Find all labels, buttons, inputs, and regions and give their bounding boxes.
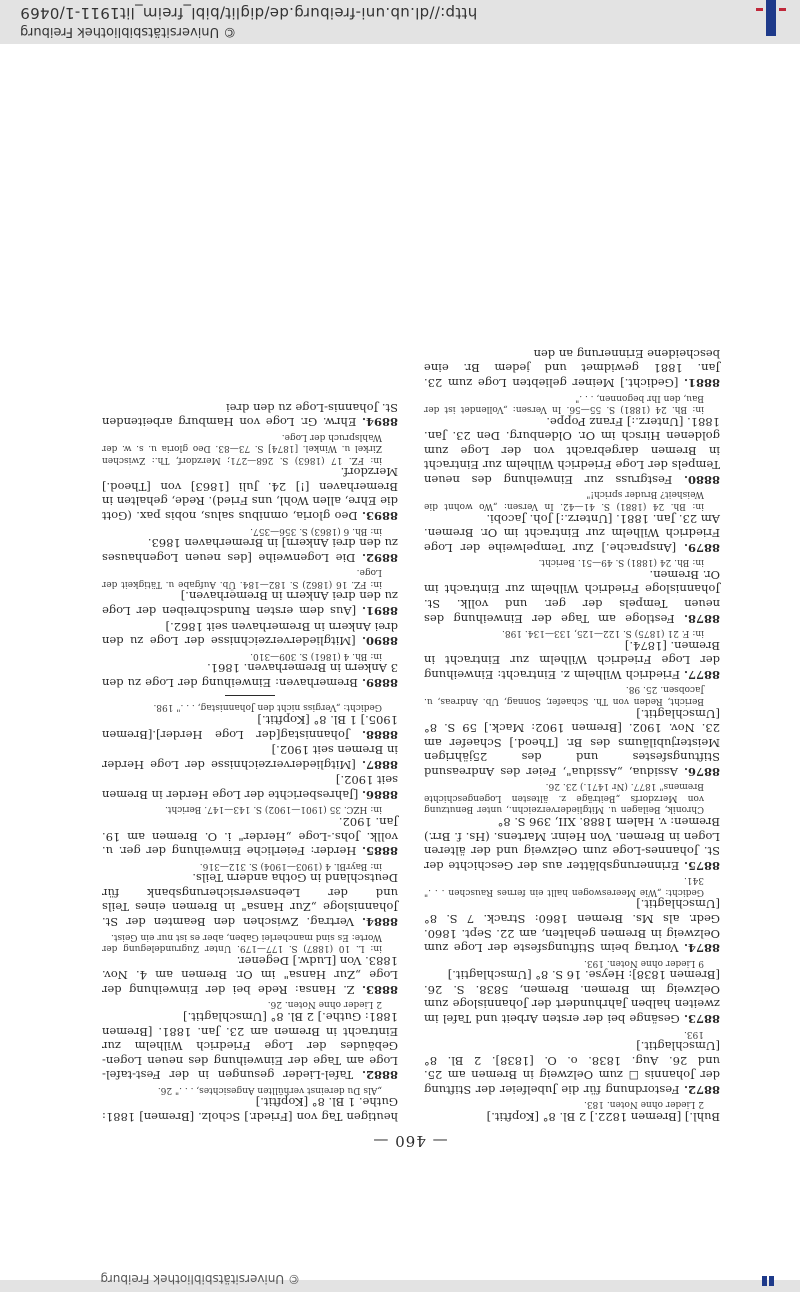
entry-number: 8876. (683, 764, 720, 779)
bibliography-entry (102, 566, 398, 618)
entry-note: in: Bh. 4 (1861) S. 309—310. (250, 650, 382, 661)
entry-text: [Aus dem ersten Rundschreiben der Loge zu den drei Ankern in Bremerhaven.] (102, 589, 398, 618)
entry-note: in: Bh. 24 (1881) S. 49—51. Bericht. (538, 557, 704, 568)
entry-text: Festgruss zur Einweihung des neuen Tempels der Loge Friedrich Wilhelm zur Eintracht in Bremen dargebracht von der Loge zum goldenen Hirsch im Or. Oldenburg. Den 23. Jan. 1881. [Unterz.:] Franz Poppe. (424, 414, 720, 487)
watermark-credit: © Universitätsbibliothek Freiburg (20, 24, 237, 39)
bibliography-entry (424, 488, 720, 555)
bibliography-entry (102, 803, 398, 858)
bibliography-entry (424, 391, 720, 487)
entry-note: in: Bh. 6 (1863) S. 356—357. (250, 525, 382, 536)
entry-note: 9 Lieder ohne Noten. 193. (583, 957, 704, 968)
entry-note: Gedicht: „Wie Meereswogen hallt ein fernes Rauschen . . ." 341. (424, 875, 704, 897)
entry-number: 8881. (683, 376, 720, 391)
entry-note: in: HZC. 35 (1901—1902) S. 143—147. Bericht. (164, 804, 382, 815)
bibliography-entry (102, 930, 398, 997)
entry-number: 8872. (683, 1082, 720, 1097)
entry-note: Bericht, Reden von Th. Schaefer, Sonnag, Ub. Andreas, u. Jacobsen. 25. 98. (424, 684, 704, 706)
entry-number: 8877. (683, 667, 720, 682)
bibliography-entry (424, 1098, 720, 1124)
entry-note: in: FZ. 16 (1862) S. 182—184. Üb. Aufgabe u. Tätigkeit der Loge. (102, 567, 382, 589)
entry-number: 8892. (361, 550, 398, 565)
entry-number: 8890. (361, 634, 398, 649)
watermark-url: http://dl.ub.uni-freiburg.de/diglit/bibl_freim_lit1911-1/0469 (20, 4, 478, 22)
bottom-watermark: © Universitätsbibliothek Freiburg (100, 1272, 300, 1286)
bibliography-entry (424, 683, 720, 779)
entry-note: Gedicht: „Vergiss nicht den Johannistag, . . ." 198. (153, 702, 382, 713)
entry-note: Chronik, Beilagen u. Mitgliederverzeichn., unter Benutzung von Merzdorfs „Beiträge z. ältesten Logengeschichte Bremens" 1877. (Nr 1471.) 23. 26. (424, 781, 704, 815)
entry-note: in: FZ. 17 (1863) S. 268—271; Merzdorf, Th.: Zwischen Zirkel u. Winkel. [1874] S. 73—83. Deo gloria u. s. w. der Wahlspruch der Loge. (102, 431, 382, 465)
entry-text: [Jahresberichte der Loge Herder in Bremen seit 1902.] (102, 773, 398, 802)
bibliography-entry (424, 780, 720, 873)
entry-text: heutigen Tag von [Friedr.] Scholz. [Bremen] 1881: Guthe. 1 Bl. 8° [Kopftit.] (102, 1095, 398, 1124)
entry-note: in: Bh. 24 (1881) S. 55—56. In Versen: „Vollendet ist der Bau, den Ihr begonnen, . . ." (424, 392, 704, 415)
entry-text: [Gedicht.] Meiner geliebten Loge zum 23. Jan. 1881 gewidmet und jedem Br. eine bescheidene Erinnerung an den (424, 346, 720, 391)
entry-text: Vortrag beim Stiftungsfeste der Loge zum Oelzweig in Bremen gehalten, am 22. Sept. 1860. Gedr. als Ms. Bremen 1860: Strack. 7 S. 8° [Umschlagtit.] (423, 897, 720, 956)
entry-number: 8889. (361, 675, 398, 690)
entry-text: Die Logenweihe [des neuen Logenhauses zu den drei Ankern] in Bremerhaven 1863. (102, 536, 398, 565)
entry-number: 8891. (361, 603, 398, 618)
bibliography-entry (102, 743, 398, 772)
right-column (102, 399, 398, 1124)
entry-note: 2 Lieder ohne Noten. 183. (583, 1099, 704, 1110)
entry-number: 8880. (683, 473, 720, 487)
entry-note: in: L. 10 (1887) S. 177—179. Unter Zugrundelegung der Worte: Es sind mancherlei Gaben, aber es ist nur ein Geist. (102, 931, 382, 954)
entry-number: 8888. (361, 727, 398, 742)
entry-number: 8878. (683, 611, 720, 626)
bibliography-entry (102, 619, 398, 648)
entry-text: Z. Hansa: Rede bei der Einweihung der Loge „Zur Hansa" im Or. Bremen am 4. Nov. 1883. Von [Ludw.] Degener. (101, 953, 398, 997)
library-logo-small-icon (760, 1276, 776, 1286)
entry-number: 8875. (683, 858, 720, 873)
bibliography-entry (102, 701, 398, 742)
entry-note: „Als Du dereinst verhüllten Angesichtes, . . ." 26. (157, 1084, 382, 1095)
bibliography-entry (424, 874, 720, 955)
entry-number: 8885. (361, 844, 398, 859)
entry-note: in: Bh. 24 (1881) S. 41—42. In Versen: „Wo wohnt die Weisheit? Bruder sprich!" (424, 489, 704, 511)
bibliography-entry (424, 1027, 720, 1097)
entry-text: Deo gloria, omnibus salus, nobis pax. (Gott die Ehre, allen Wohl, uns Fried). Rede, gehalten in Bremerhaven [!] 24. Juli [1863] von [Theod.] Merzdorf. (101, 465, 398, 524)
entry-number: 8886. (361, 787, 398, 802)
entry-number: 8894. (361, 415, 398, 430)
entry-text: Ehrw. Gr. Loge von Hamburg arbeitenden St. Johannis-Loge zu den drei (102, 400, 398, 430)
entry-text: Gesänge bei der ersten Arbeit und Tafel im zweiten halben Jahrhundert der Johannisloge zum Oelzweig im Bremen. Bremen, 5838. S. 26. [Bremen 1838]: Heyse. 16 S. 8° [Umschlagtit.] (424, 968, 720, 1027)
section-separator (225, 695, 275, 696)
bibliography-entry (102, 859, 398, 929)
entry-number: 8893. (361, 509, 398, 524)
top-watermark (20, 0, 670, 44)
bibliography-entry (102, 649, 398, 690)
bibliography-entry (102, 524, 398, 565)
entry-text: Herder: Feierliche Einweihung der ger. u. vollk. Johs.-Loge „Herder" i. O. Bremen am 19. Jan. 1902. (101, 815, 398, 859)
bibliography-entry (424, 346, 720, 390)
scanned-page (100, 190, 720, 1150)
entry-text: Festordnung für die Jubelfeier der Stiftung der Johannis ☐ zum Oelzweig in Bremen am 25. und 26. Aug. 1838. o. O. [1838]. 2 Bl. 8° [Umschlagtit.] (423, 1039, 720, 1097)
entry-note: 193. (683, 1028, 704, 1039)
page-number: — 460 — (372, 1132, 448, 1150)
entry-text: Vertrag. Zwischen den Beamten der St. Johannisloge „Zur Hansa" in Bremen eines Teils und der Lebensversicherungsbank für Deutschland in Gotha andern Teils. (102, 871, 398, 930)
entry-text: [Ansprache.] Zur Tempelweihe der Loge Friedrich Wilhelm zur Eintracht im Or. Bremen. Am 23. Jan. 1881. [Unterz.:] Joh. Jacobi. (424, 511, 720, 555)
entry-number: 8882. (361, 1068, 398, 1083)
bibliography-entry (102, 773, 398, 802)
left-column (424, 345, 720, 1124)
bibliography-entry (102, 400, 398, 429)
entry-text: Buhl.] [Bremen 1822.] 2 Bl. 8° [Kopftit.] (486, 1110, 720, 1124)
bibliography-entry (424, 627, 720, 682)
entry-note: in: BayrBl. 4 (1903—1904) S. 312—316. (199, 860, 382, 871)
entry-text: Friedrich Wilhelm z. Eintracht: Einweihung der Loge Friedrich Wilhelm zur Eintracht in Bremen. [1874.] (424, 638, 720, 682)
entry-text: Assidua, „Assidua", Feier des Andreasund Stiftungsfestes und des 25jährigen Meisterjubiläums des Br. [Theod.] Schaefer am 23. Nov. 1902. [Bremen 1902: Mack.] 59 S. 8° [Umschlagtit.] (423, 706, 720, 779)
entry-note: 2 Lieder ohne Noten. 26. (267, 999, 382, 1010)
bibliography-entry (102, 1083, 398, 1124)
entry-text: Festloge am Tage der Einweihung des neuen Tempels der ger. und vollk. St. Johannisloge Friedrich Wilhelm zur Eintracht im Or. Bremen. (424, 567, 720, 626)
entry-number: 8887. (361, 757, 398, 772)
entry-text: Tafel-Lieder gesungen in der Fest-tafel-Loge am Tage der Einweihung des neuen Logen-Gebäudes der Loge Friedrich Wilhelm zur Eintracht in Bremen am 23. Jan. 1881. [Bremen 1881: Guthe.] 2 Bl. 8° [Umschlagtit.] (102, 1009, 398, 1083)
entry-number: 8883. (361, 982, 398, 997)
entry-number: 8874. (683, 941, 720, 956)
library-logo-icon (752, 0, 790, 36)
entry-number: 8873. (683, 1012, 720, 1027)
bibliography-entry (102, 998, 398, 1082)
entry-number: 8879. (683, 540, 720, 555)
bibliography-entry (424, 956, 720, 1026)
entry-text: Johannistag[der Loge Herder].[Bremen 1905.] 1 Bl. 8° [Kopftit.] (101, 712, 398, 742)
entry-text: Erinnerungsblätter aus der Geschichte der St. Johannes-Loge zum Oelzweig und der älteren Logen in Bremen. Von Heinr. Martens. (Hs. f. Brr.) Bremen: v. Halem 1888. XII, 396 S. 8° (424, 815, 720, 873)
entry-text: Bremerhaven: Einweihung der Loge zu den 3 Ankern in Bremerhaven. 1861. (101, 661, 398, 690)
entry-note: in: F. 21 (1875) S. 122—125, 133—134. 198. (502, 628, 704, 639)
entry-text: [Mitgliederverzeichnisse der Loge Herder in Bremen seit 1902.] (102, 743, 398, 772)
bibliography-entry (424, 556, 720, 626)
entry-number: 8884. (361, 915, 398, 930)
bibliography-entry (102, 430, 398, 523)
entry-text: [Mitgliederverzeichnisse der Loge zu den drei Ankern in Bremerhaven seit 1862.] (101, 619, 398, 649)
